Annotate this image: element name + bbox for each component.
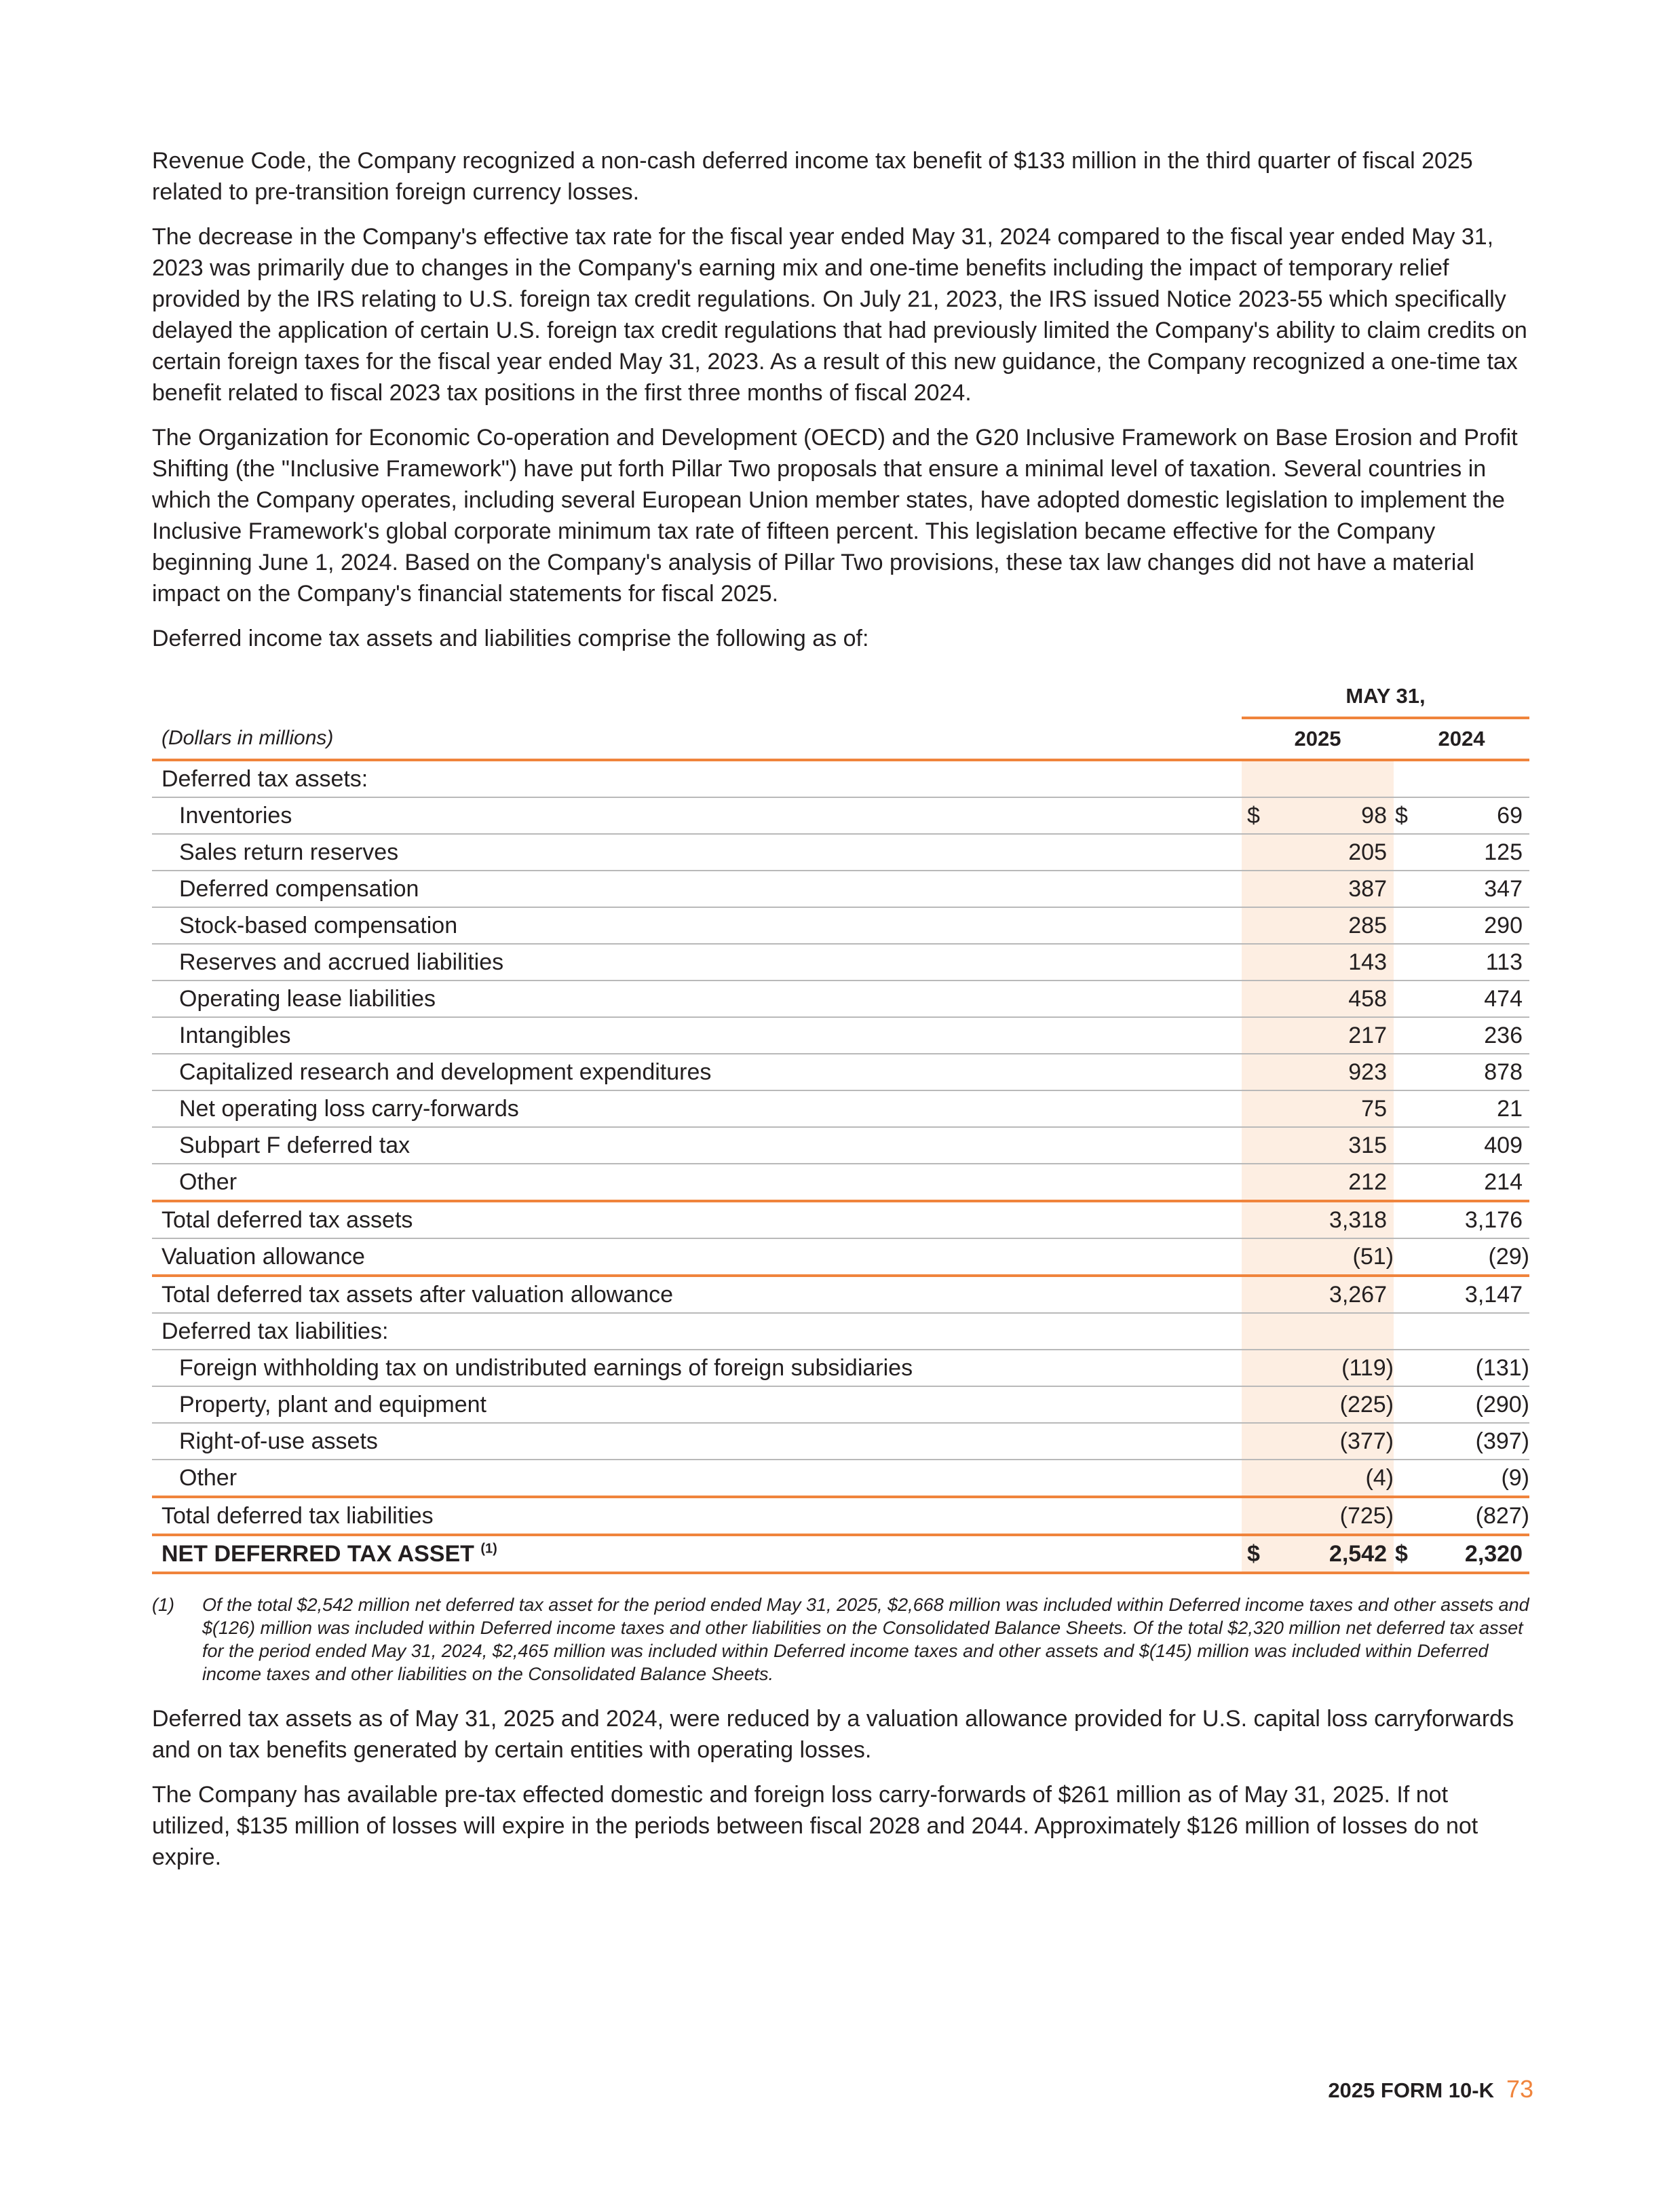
row-label: Total deferred tax assets after valuation allowance <box>152 1276 1242 1313</box>
row-label: Right-of-use assets <box>152 1423 1242 1460</box>
row-value-2024: 878 <box>1422 1054 1529 1090</box>
row-value-2024: (290) <box>1422 1386 1529 1423</box>
row-currency-2024 <box>1394 1164 1422 1201</box>
row-currency-2025 <box>1242 834 1282 871</box>
row-currency-2025 <box>1242 944 1282 981</box>
row-label: Sales return reserves <box>152 834 1242 871</box>
table-row <box>152 797 1529 834</box>
row-value-2025: (119) <box>1282 1350 1394 1386</box>
row-currency-2024 <box>1394 871 1422 907</box>
row-currency-2025 <box>1242 871 1282 907</box>
table-header-period-row <box>152 676 1529 718</box>
row-label: Reserves and accrued liabilities <box>152 944 1242 981</box>
row-currency-2025 <box>1242 1276 1282 1313</box>
table-row <box>152 834 1529 871</box>
paragraph-3: The Organization for Economic Co-operation and Development (OECD) and the G20 Inclusive Framework on Base Erosion and Profit Shifting (the "Inclusive Framework") have put forth Pillar Two proposals that ensure a minimal level of taxation. Several countries in which the Company operates, including several European Union member states, have adopted domestic legislation to implement the Inclusive Framework's global corporate minimum tax rate of fifteen percent. This legislation became effective for the Company beginning June 1, 2024. Based on the Company's analysis of Pillar Two provisions, these tax law changes did not have a material impact on the Company's financial statements for fiscal 2025. <box>152 425 1518 607</box>
row-currency-2025 <box>1242 1127 1282 1164</box>
row-currency-2024 <box>1394 1017 1422 1054</box>
row-label: Subpart F deferred tax <box>152 1127 1242 1164</box>
table-row <box>152 1313 1529 1350</box>
page-footer <box>1262 2075 1533 2104</box>
net-value-2025: 2,542 <box>1282 1535 1394 1573</box>
row-value-2025: 212 <box>1282 1164 1394 1201</box>
row-value-2024: (9) <box>1422 1460 1529 1497</box>
row-currency-2024 <box>1394 1460 1422 1497</box>
table-body <box>152 760 1529 1535</box>
net-label: NET DEFERRED TAX ASSET <box>161 1540 474 1567</box>
row-label: Net operating loss carry-forwards <box>152 1090 1242 1127</box>
net-currency-2025: $ <box>1242 1535 1282 1573</box>
table-row <box>152 760 1529 797</box>
row-value-2024: (397) <box>1422 1423 1529 1460</box>
row-value-2025: (725) <box>1282 1497 1394 1535</box>
row-value-2025: 75 <box>1282 1090 1394 1127</box>
row-currency-2024 <box>1394 1313 1422 1350</box>
paragraph-1: Revenue Code, the Company recognized a non-cash deferred income tax benefit of $133 million in the third quarter of fiscal 2025 related to pre-transition foreign currency losses. <box>152 148 1473 205</box>
footnote-text: Of the total $2,542 million net deferred tax asset for the period ended May 31, 2025, $2,668 million was included within Deferred income taxes and other assets and $(126) million was included within Deferred income taxes and other liabilities on the Consolidated Balance Sheets. Of the total $2,320 million net deferred tax asset for the period ended May 31, 2024, $2,465 million was included within Deferred income taxes and other assets and $(145) million was included within Deferred income taxes and other liabilities on the Consolidated Balance Sheets. <box>202 1595 1529 1684</box>
row-value-2024: 125 <box>1422 834 1529 871</box>
row-currency-2024 <box>1394 981 1422 1017</box>
row-label: Intangibles <box>152 1017 1242 1054</box>
row-currency-2024 <box>1394 1090 1422 1127</box>
paragraph-5: Deferred tax assets as of May 31, 2025 and 2024, were reduced by a valuation allowance provided for U.S. capital loss carryforwards and on tax benefits generated by certain entities with operating losses. <box>152 1706 1514 1763</box>
paragraph-4: Deferred income tax assets and liabilities comprise the following as of: <box>152 626 869 651</box>
form-label: 2025 FORM 10-K <box>1328 2078 1494 2102</box>
row-value-2024: (29) <box>1422 1238 1529 1276</box>
table-row <box>152 981 1529 1017</box>
row-label: Other <box>152 1460 1242 1497</box>
row-currency-2024 <box>1394 834 1422 871</box>
row-currency-2025 <box>1242 1386 1282 1423</box>
table-row <box>152 1497 1529 1535</box>
row-value-2025: 387 <box>1282 871 1394 907</box>
row-currency-2024 <box>1394 944 1422 981</box>
row-currency-2025 <box>1242 981 1282 1017</box>
row-value-2025: 458 <box>1282 981 1394 1017</box>
row-value-2025: 923 <box>1282 1054 1394 1090</box>
net-footnote-ref: (1) <box>480 1541 497 1557</box>
paragraph-2: The decrease in the Company's effective tax rate for the fiscal year ended May 31, 2024 compared to the fiscal year ended May 31, 2023 was primarily due to changes in the Company's earning mix and one-time benefits including the impact of temporary relief provided by the IRS relating to U.S. foreign tax credit regulations. On July 21, 2023, the IRS issued Notice 2023-55 which specifically delayed the application of certain U.S. foreign tax credit regulations that had previously limited the Company's ability to claim credits on certain foreign taxes for the fiscal year ended May 31, 2023. As a result of this new guidance, the Company recognized a one-time tax benefit related to fiscal 2023 tax positions in the first three months of fiscal 2024. <box>152 224 1527 406</box>
table-header-year-row <box>152 718 1529 760</box>
units-label: (Dollars in millions) <box>152 718 1242 760</box>
row-value-2025: 98 <box>1282 797 1394 834</box>
table-row <box>152 1017 1529 1054</box>
row-label: Deferred tax assets: <box>152 760 1242 797</box>
row-value-2024 <box>1422 1313 1529 1350</box>
row-value-2024: 3,176 <box>1422 1201 1529 1238</box>
row-currency-2024 <box>1394 760 1422 797</box>
period-header: MAY 31, <box>1242 676 1529 718</box>
row-label: Operating lease liabilities <box>152 981 1242 1017</box>
table-row <box>152 1164 1529 1201</box>
table-row <box>152 944 1529 981</box>
row-label: Capitalized research and development expenditures <box>152 1054 1242 1090</box>
row-value-2025: 285 <box>1282 907 1394 944</box>
row-value-2025 <box>1282 760 1394 797</box>
row-currency-2025 <box>1242 1350 1282 1386</box>
row-value-2025: (51) <box>1282 1238 1394 1276</box>
row-value-2024: 21 <box>1422 1090 1529 1127</box>
row-value-2024: 214 <box>1422 1164 1529 1201</box>
deferred-tax-table <box>152 676 1529 1574</box>
row-currency-2025 <box>1242 1164 1282 1201</box>
column-header-2025: 2025 <box>1242 718 1394 760</box>
row-value-2024: 3,147 <box>1422 1276 1529 1313</box>
row-label: Stock-based compensation <box>152 907 1242 944</box>
row-currency-2024 <box>1394 1054 1422 1090</box>
table-row <box>152 1423 1529 1460</box>
paragraph-6: The Company has available pre-tax effected domestic and foreign loss carry-forwards of $261 million as of May 31, 2025. If not utilized, $135 million of losses will expire in the periods between fiscal 2028 and 2044. Approximately $126 million of losses do not expire. <box>152 1782 1478 1870</box>
row-value-2024: (131) <box>1422 1350 1529 1386</box>
row-label: Deferred compensation <box>152 871 1242 907</box>
row-value-2025 <box>1282 1313 1394 1350</box>
row-currency-2024 <box>1394 907 1422 944</box>
row-value-2024: 236 <box>1422 1017 1529 1054</box>
net-deferred-tax-asset-row <box>152 1535 1529 1573</box>
row-label: Property, plant and equipment <box>152 1386 1242 1423</box>
row-value-2024: 409 <box>1422 1127 1529 1164</box>
table-row <box>152 871 1529 907</box>
table-row <box>152 1238 1529 1276</box>
row-currency-2025 <box>1242 1423 1282 1460</box>
row-currency-2025 <box>1242 1201 1282 1238</box>
table-row <box>152 1386 1529 1423</box>
row-value-2025: (225) <box>1282 1386 1394 1423</box>
row-label: Foreign withholding tax on undistributed earnings of foreign subsidiaries <box>152 1350 1242 1386</box>
row-currency-2024 <box>1394 1386 1422 1423</box>
page-number: 73 <box>1506 2075 1533 2103</box>
footnote <box>152 1593 1529 1686</box>
row-currency-2024: $ <box>1394 797 1422 834</box>
row-currency-2025: $ <box>1242 797 1282 834</box>
row-value-2025: 3,267 <box>1282 1276 1394 1313</box>
row-currency-2025 <box>1242 1090 1282 1127</box>
row-label: Other <box>152 1164 1242 1201</box>
row-value-2025: (4) <box>1282 1460 1394 1497</box>
row-currency-2025 <box>1242 1497 1282 1535</box>
row-currency-2024 <box>1394 1127 1422 1164</box>
row-label: Total deferred tax liabilities <box>152 1497 1242 1535</box>
table-row <box>152 1201 1529 1238</box>
row-value-2024: (827) <box>1422 1497 1529 1535</box>
row-value-2024 <box>1422 760 1529 797</box>
row-value-2024: 347 <box>1422 871 1529 907</box>
row-value-2025: 315 <box>1282 1127 1394 1164</box>
row-value-2025: 143 <box>1282 944 1394 981</box>
row-value-2024: 113 <box>1422 944 1529 981</box>
row-value-2024: 474 <box>1422 981 1529 1017</box>
row-currency-2025 <box>1242 907 1282 944</box>
row-label: Inventories <box>152 797 1242 834</box>
table-row <box>152 1054 1529 1090</box>
row-currency-2025 <box>1242 1238 1282 1276</box>
row-currency-2025 <box>1242 1054 1282 1090</box>
table-row <box>152 1276 1529 1313</box>
row-value-2025: 205 <box>1282 834 1394 871</box>
row-currency-2024 <box>1394 1201 1422 1238</box>
row-value-2024: 290 <box>1422 907 1529 944</box>
table-row <box>152 1460 1529 1497</box>
footnote-mark: (1) <box>152 1595 174 1615</box>
row-value-2025: 3,318 <box>1282 1201 1394 1238</box>
row-currency-2024 <box>1394 1276 1422 1313</box>
row-currency-2025 <box>1242 1017 1282 1054</box>
row-currency-2024 <box>1394 1238 1422 1276</box>
row-label: Total deferred tax assets <box>152 1201 1242 1238</box>
row-value-2025: (377) <box>1282 1423 1394 1460</box>
table-row <box>152 1127 1529 1164</box>
net-label-cell <box>152 1535 1242 1573</box>
row-currency-2024 <box>1394 1497 1422 1535</box>
net-value-2024: 2,320 <box>1422 1535 1529 1573</box>
table-row <box>152 1090 1529 1127</box>
table-row <box>152 1350 1529 1386</box>
row-currency-2024 <box>1394 1350 1422 1386</box>
page-content <box>152 145 1529 1886</box>
table-row <box>152 907 1529 944</box>
row-value-2024: 69 <box>1422 797 1529 834</box>
row-currency-2025 <box>1242 760 1282 797</box>
net-currency-2024: $ <box>1394 1535 1422 1573</box>
row-currency-2025 <box>1242 1460 1282 1497</box>
column-header-2024: 2024 <box>1394 718 1529 760</box>
row-label: Valuation allowance <box>152 1238 1242 1276</box>
row-value-2025: 217 <box>1282 1017 1394 1054</box>
row-currency-2024 <box>1394 1423 1422 1460</box>
row-currency-2025 <box>1242 1313 1282 1350</box>
row-label: Deferred tax liabilities: <box>152 1313 1242 1350</box>
